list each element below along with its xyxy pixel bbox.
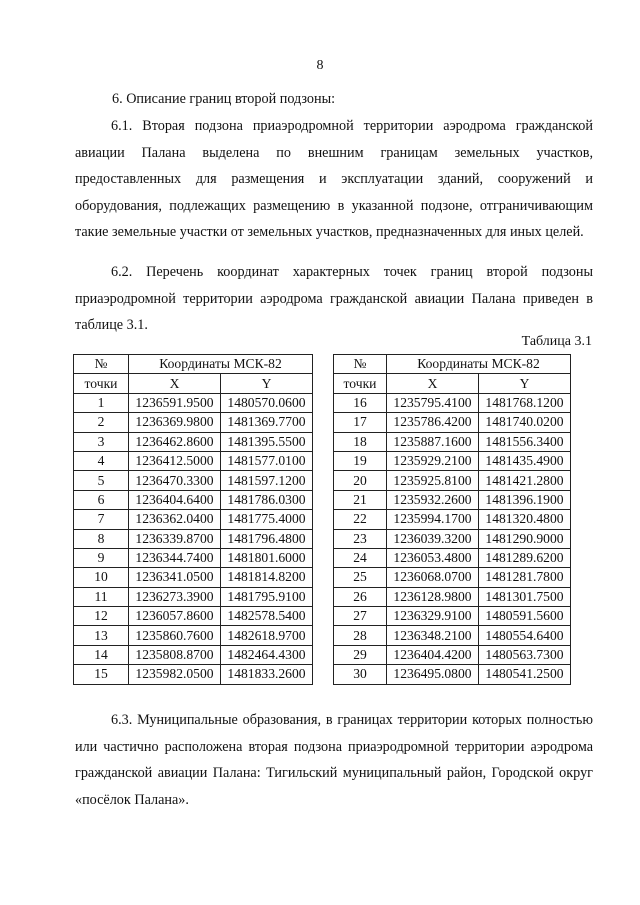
paragraph-6-3: 6.3. Муниципальные образования, в границах территории которых полностью или частично расположена вторая подзона приаэродромной территории аэродрома гражданской авиации Палана: Тигильский муниципальный район, Городской округ «посёлок Палана». bbox=[75, 712, 593, 808]
header-num-symbol: № bbox=[334, 355, 387, 374]
header-y: Y bbox=[221, 374, 313, 393]
point-number-cell: 23 bbox=[334, 529, 387, 548]
page-number: 8 bbox=[316, 58, 324, 73]
x-coordinate-cell: 1235982.0500 bbox=[129, 665, 221, 684]
table-row bbox=[334, 568, 571, 587]
y-coordinate-cell: 1481435.4900 bbox=[479, 451, 571, 470]
y-coordinate-cell: 1481369.7700 bbox=[221, 413, 313, 432]
x-coordinate-cell: 1236057.8600 bbox=[129, 607, 221, 626]
y-coordinate-cell: 1481775.4000 bbox=[221, 510, 313, 529]
x-coordinate-cell: 1236339.8700 bbox=[129, 529, 221, 548]
x-coordinate-cell: 1235786.4200 bbox=[387, 413, 479, 432]
y-coordinate-cell: 1481577.0100 bbox=[221, 451, 313, 470]
point-number-cell: 4 bbox=[74, 451, 129, 470]
point-number-cell: 9 bbox=[74, 548, 129, 567]
x-coordinate-cell: 1235860.7600 bbox=[129, 626, 221, 645]
y-coordinate-cell: 1481597.1200 bbox=[221, 471, 313, 490]
x-coordinate-cell: 1236053.4800 bbox=[387, 548, 479, 567]
y-coordinate-cell: 1480563.7300 bbox=[479, 645, 571, 664]
y-coordinate-cell: 1480570.0600 bbox=[221, 393, 313, 412]
point-number-cell: 27 bbox=[334, 607, 387, 626]
x-coordinate-cell: 1235887.1600 bbox=[387, 432, 479, 451]
x-coordinate-cell: 1236068.0700 bbox=[387, 568, 479, 587]
table-row bbox=[74, 626, 313, 645]
y-coordinate-cell: 1481320.4800 bbox=[479, 510, 571, 529]
table-caption: Таблица 3.1 bbox=[521, 334, 592, 349]
table-row bbox=[334, 645, 571, 664]
table-row bbox=[74, 529, 313, 548]
point-number-cell: 30 bbox=[334, 665, 387, 684]
point-number-cell: 17 bbox=[334, 413, 387, 432]
x-coordinate-cell: 1236348.2100 bbox=[387, 626, 479, 645]
x-coordinate-cell: 1236329.9100 bbox=[387, 607, 479, 626]
y-coordinate-cell: 1482618.9700 bbox=[221, 626, 313, 645]
header-point: точки bbox=[334, 374, 387, 393]
table-row bbox=[334, 432, 571, 451]
header-coordinates: Координаты МСК-82 bbox=[387, 355, 571, 374]
y-coordinate-cell: 1481396.1900 bbox=[479, 490, 571, 509]
table-row bbox=[74, 510, 313, 529]
header-x: X bbox=[387, 374, 479, 393]
x-coordinate-cell: 1235994.1700 bbox=[387, 510, 479, 529]
y-coordinate-cell: 1480591.5600 bbox=[479, 607, 571, 626]
paragraph-6-2: 6.2. Перечень координат характерных точек границ второй подзоны приаэродромной территории аэродрома гражданской авиации Палана приведен в таблице 3.1. bbox=[75, 264, 593, 333]
section-heading: 6. Описание границ второй подзоны: bbox=[112, 91, 336, 107]
x-coordinate-cell: 1236344.7400 bbox=[129, 548, 221, 567]
y-coordinate-cell: 1481289.6200 bbox=[479, 548, 571, 567]
point-number-cell: 1 bbox=[74, 393, 129, 412]
point-number-cell: 2 bbox=[74, 413, 129, 432]
table-row bbox=[334, 451, 571, 470]
y-coordinate-cell: 1480554.6400 bbox=[479, 626, 571, 645]
y-coordinate-cell: 1481768.1200 bbox=[479, 393, 571, 412]
point-number-cell: 14 bbox=[74, 645, 129, 664]
coordinates-table-left bbox=[73, 354, 313, 685]
point-number-cell: 22 bbox=[334, 510, 387, 529]
coordinates-table-right bbox=[333, 354, 571, 685]
point-number-cell: 13 bbox=[74, 626, 129, 645]
header-num-symbol: № bbox=[74, 355, 129, 374]
y-coordinate-cell: 1481786.0300 bbox=[221, 490, 313, 509]
x-coordinate-cell: 1235925.8100 bbox=[387, 471, 479, 490]
table-row bbox=[334, 471, 571, 490]
point-number-cell: 19 bbox=[334, 451, 387, 470]
point-number-cell: 21 bbox=[334, 490, 387, 509]
table-row bbox=[74, 413, 313, 432]
paragraph-6-1: 6.1. Вторая подзона приаэродромной территории аэродрома гражданской авиации Палана выделена по внешним границам земельных участков, предоставленных для размещения и эксплуатации зданий, сооружений и оборудования, подлежащих размещению в указанной подзоне, отграничивающим такие земельные участки от земельных участков, предназначенных для иных целей. bbox=[75, 118, 593, 240]
table-row bbox=[74, 471, 313, 490]
y-coordinate-cell: 1481795.9100 bbox=[221, 587, 313, 606]
y-coordinate-cell: 1481301.7500 bbox=[479, 587, 571, 606]
y-coordinate-cell: 1480541.2500 bbox=[479, 665, 571, 684]
table-row bbox=[74, 665, 313, 684]
y-coordinate-cell: 1481421.2800 bbox=[479, 471, 571, 490]
point-number-cell: 11 bbox=[74, 587, 129, 606]
y-coordinate-cell: 1481281.7800 bbox=[479, 568, 571, 587]
x-coordinate-cell: 1235808.8700 bbox=[129, 645, 221, 664]
header-y: Y bbox=[479, 374, 571, 393]
y-coordinate-cell: 1481395.5500 bbox=[221, 432, 313, 451]
table-row bbox=[334, 607, 571, 626]
point-number-cell: 8 bbox=[74, 529, 129, 548]
header-coordinates: Координаты МСК-82 bbox=[129, 355, 313, 374]
point-number-cell: 18 bbox=[334, 432, 387, 451]
table-row bbox=[74, 645, 313, 664]
x-coordinate-cell: 1236404.4200 bbox=[387, 645, 479, 664]
y-coordinate-cell: 1481833.2600 bbox=[221, 665, 313, 684]
point-number-cell: 3 bbox=[74, 432, 129, 451]
x-coordinate-cell: 1236412.5000 bbox=[129, 451, 221, 470]
table-row bbox=[334, 490, 571, 509]
x-coordinate-cell: 1236591.9500 bbox=[129, 393, 221, 412]
table-row bbox=[74, 451, 313, 470]
table-row bbox=[334, 587, 571, 606]
table-row bbox=[74, 568, 313, 587]
point-number-cell: 25 bbox=[334, 568, 387, 587]
x-coordinate-cell: 1236462.8600 bbox=[129, 432, 221, 451]
point-number-cell: 20 bbox=[334, 471, 387, 490]
x-coordinate-cell: 1236495.0800 bbox=[387, 665, 479, 684]
y-coordinate-cell: 1481814.8200 bbox=[221, 568, 313, 587]
y-coordinate-cell: 1481801.6000 bbox=[221, 548, 313, 567]
y-coordinate-cell: 1482464.4300 bbox=[221, 645, 313, 664]
x-coordinate-cell: 1236362.0400 bbox=[129, 510, 221, 529]
table-row bbox=[74, 548, 313, 567]
point-number-cell: 10 bbox=[74, 568, 129, 587]
table-row bbox=[334, 665, 571, 684]
point-number-cell: 12 bbox=[74, 607, 129, 626]
point-number-cell: 15 bbox=[74, 665, 129, 684]
point-number-cell: 7 bbox=[74, 510, 129, 529]
y-coordinate-cell: 1481556.3400 bbox=[479, 432, 571, 451]
y-coordinate-cell: 1481290.9000 bbox=[479, 529, 571, 548]
x-coordinate-cell: 1235929.2100 bbox=[387, 451, 479, 470]
header-x: X bbox=[129, 374, 221, 393]
y-coordinate-cell: 1481796.4800 bbox=[221, 529, 313, 548]
x-coordinate-cell: 1236273.3900 bbox=[129, 587, 221, 606]
point-number-cell: 29 bbox=[334, 645, 387, 664]
x-coordinate-cell: 1235795.4100 bbox=[387, 393, 479, 412]
header-point: точки bbox=[74, 374, 129, 393]
table-row bbox=[74, 490, 313, 509]
table-row bbox=[334, 529, 571, 548]
point-number-cell: 5 bbox=[74, 471, 129, 490]
x-coordinate-cell: 1236404.6400 bbox=[129, 490, 221, 509]
x-coordinate-cell: 1235932.2600 bbox=[387, 490, 479, 509]
point-number-cell: 6 bbox=[74, 490, 129, 509]
y-coordinate-cell: 1481740.0200 bbox=[479, 413, 571, 432]
table-row bbox=[334, 548, 571, 567]
point-number-cell: 16 bbox=[334, 393, 387, 412]
table-row bbox=[334, 393, 571, 412]
table-row bbox=[74, 607, 313, 626]
table-row bbox=[74, 587, 313, 606]
point-number-cell: 28 bbox=[334, 626, 387, 645]
x-coordinate-cell: 1236128.9800 bbox=[387, 587, 479, 606]
x-coordinate-cell: 1236341.0500 bbox=[129, 568, 221, 587]
point-number-cell: 24 bbox=[334, 548, 387, 567]
table-row bbox=[334, 413, 571, 432]
x-coordinate-cell: 1236369.9800 bbox=[129, 413, 221, 432]
y-coordinate-cell: 1482578.5400 bbox=[221, 607, 313, 626]
table-row bbox=[334, 626, 571, 645]
table-row bbox=[74, 393, 313, 412]
table-row bbox=[334, 510, 571, 529]
x-coordinate-cell: 1236039.3200 bbox=[387, 529, 479, 548]
table-row bbox=[74, 432, 313, 451]
point-number-cell: 26 bbox=[334, 587, 387, 606]
x-coordinate-cell: 1236470.3300 bbox=[129, 471, 221, 490]
